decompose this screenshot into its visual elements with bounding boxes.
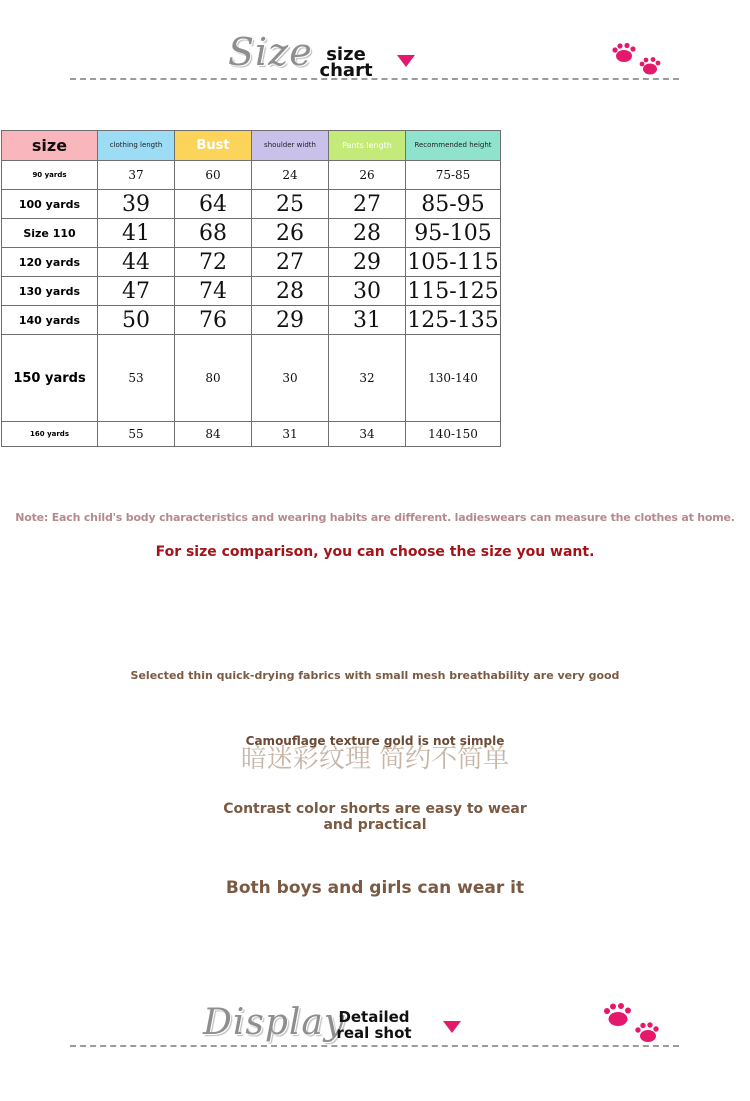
measurement-note: Note: Each child's body characteristics and wearing habits are different. ladieswears can measure the clothes at home. [15, 511, 735, 524]
table-cell: 30 [252, 335, 329, 422]
triangle-down-icon [397, 55, 415, 67]
feature-unisex: Both boys and girls can wear it [225, 878, 525, 898]
table-cell: 80 [175, 335, 252, 422]
table-cell: 130-140 [406, 335, 501, 422]
row-size-label: 150 yards [2, 335, 98, 422]
table-header-row [2, 131, 501, 161]
size-table [1, 130, 501, 447]
triangle-down-icon [443, 1021, 461, 1033]
table-row [2, 335, 501, 422]
table-cell: 60 [175, 161, 252, 190]
row-size-label: 140 yards [2, 306, 98, 335]
table-cell: 25 [252, 190, 329, 219]
table-cell: 44 [98, 248, 175, 277]
col-header-size: size [2, 131, 98, 161]
paw-prints-icon [610, 43, 666, 77]
table-cell: 41 [98, 219, 175, 248]
table-row [2, 422, 501, 447]
table-cell: 32 [329, 335, 406, 422]
table-cell: 55 [98, 422, 175, 447]
row-size-label: 90 yards [2, 161, 98, 190]
col-header-shoulder-width: shoulder width [252, 131, 329, 161]
table-cell: 72 [175, 248, 252, 277]
table-cell: 28 [252, 277, 329, 306]
table-cell: 27 [329, 190, 406, 219]
feature-fabric: Selected thin quick-drying fabrics with small mesh breathability are very good [130, 669, 620, 682]
col-header-bust: Bust [175, 131, 252, 161]
table-cell: 53 [98, 335, 175, 422]
row-size-label: 130 yards [2, 277, 98, 306]
table-cell: 74 [175, 277, 252, 306]
table-cell: 39 [98, 190, 175, 219]
size-chart-title: size chart [319, 44, 373, 81]
table-cell: 31 [329, 306, 406, 335]
table-cell: 30 [329, 277, 406, 306]
paw-prints-icon [602, 1003, 664, 1045]
table-cell: 29 [252, 306, 329, 335]
table-cell: 26 [252, 219, 329, 248]
detailed-real-shot-title: Detailed real shot [336, 1008, 412, 1042]
size-comparison-note: For size comparison, you can choose the size you want. [155, 544, 595, 560]
table-cell: 125-135 [407, 307, 499, 333]
row-size-label: 160 yards [2, 422, 98, 447]
table-cell: 29 [329, 248, 406, 277]
row-size-label: 100 yards [2, 190, 98, 219]
table-cell: 105-115 [407, 249, 499, 275]
feature-contrast-shorts: Contrast color shorts are easy to wear and practical [223, 801, 527, 833]
table-cell: 47 [98, 277, 175, 306]
table-row [2, 161, 501, 190]
table-cell: 27 [252, 248, 329, 277]
table-cell: 31 [252, 422, 329, 447]
size-script-heading: Size [228, 30, 313, 74]
table-row [2, 277, 501, 306]
col-header-clothing-length: clothing length [98, 131, 175, 161]
header-divider [70, 78, 679, 80]
table-cell: 24 [252, 161, 329, 190]
display-script-heading: Display [203, 1002, 346, 1043]
table-cell: 84 [175, 422, 252, 447]
table-cell: 95-105 [406, 219, 501, 248]
table-row [2, 219, 501, 248]
table-row [2, 306, 501, 335]
table-cell: 37 [98, 161, 175, 190]
table-cell: 28 [329, 219, 406, 248]
col-header-pants-length: Pants length [329, 131, 406, 161]
table-cell: 75-85 [406, 161, 501, 190]
feature-camouflage: Camouflage texture gold is not simple [245, 734, 505, 748]
footer-divider [70, 1045, 679, 1047]
table-row [2, 248, 501, 277]
table-cell: 26 [329, 161, 406, 190]
table-row [2, 190, 501, 219]
table-cell: 85-95 [406, 190, 501, 219]
col-header-recommended-height: Recommended height [406, 131, 501, 161]
table-cell: 76 [175, 306, 252, 335]
table-cell: 115-125 [407, 278, 499, 304]
table-cell: 34 [329, 422, 406, 447]
table-cell: 64 [175, 190, 252, 219]
row-size-label: 120 yards [2, 248, 98, 277]
table-cell: 140-150 [406, 422, 501, 447]
table-cell: 50 [98, 306, 175, 335]
table-cell: 68 [175, 219, 252, 248]
row-size-label: Size 110 [2, 219, 98, 248]
feature-camouflage-bg: 暗迷彩纹理 简约不简单 [240, 744, 510, 774]
